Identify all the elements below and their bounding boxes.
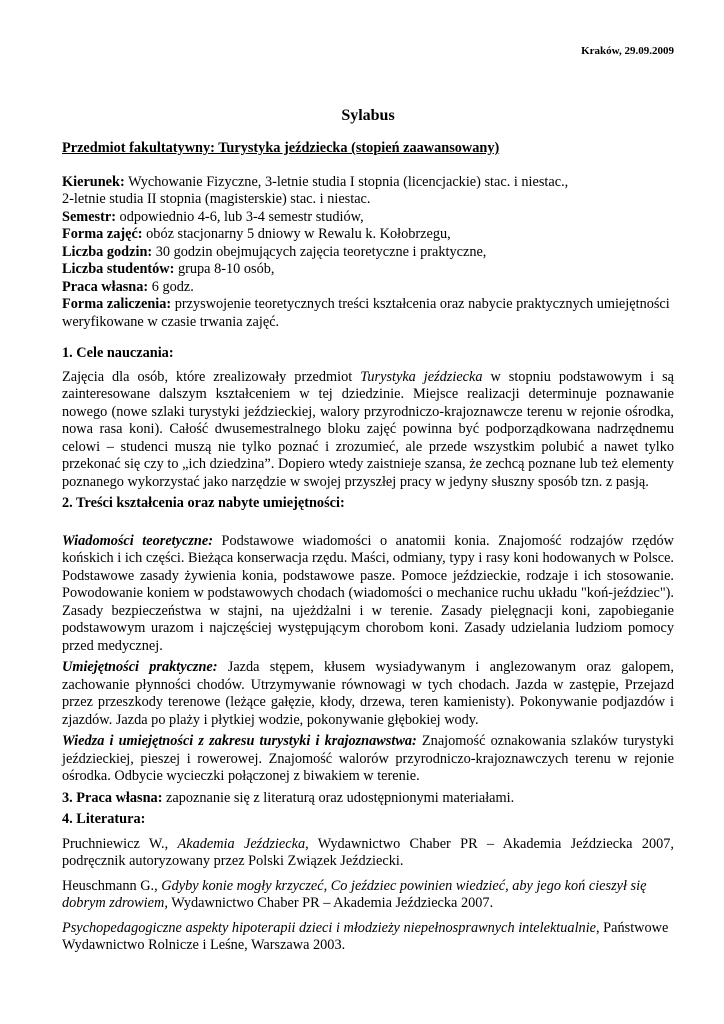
- literature-item: [62, 878, 674, 913]
- lit-author: Pruchniewicz W.,: [62, 835, 178, 852]
- section-heading-tresci: 2. Treści kształcenia oraz nabyte umiejętności:: [62, 495, 345, 511]
- info-label: Praca własna:: [62, 278, 149, 295]
- info-praca-wlasna: [62, 279, 674, 297]
- info-value: odpowiednio 4-6, lub 3-4 semestr studiów,: [115, 208, 364, 225]
- lit-rest: , Wydawnictwo Chaber PR – Akademia Jeździecka 2007, podręcznik autoryzowany przez Polski Związek Jeździecki.: [62, 835, 674, 869]
- section-praca-wlasna: [62, 790, 674, 808]
- syllabus-page: [62, 44, 674, 955]
- info-liczba-studentow: [62, 261, 674, 279]
- info-value: 6 godz.: [148, 278, 194, 295]
- section-label: 3. Praca własna:: [62, 789, 163, 806]
- lit-title: Akademia Jeździecka: [177, 835, 306, 852]
- course-subject: Przedmiot fakultatywny: Turystyka jeździecka (stopień zaawansowany): [62, 140, 500, 156]
- info-label: Forma zajęć:: [62, 226, 143, 242]
- info-label: Liczba studentów:: [62, 261, 175, 277]
- info-value: grupa 8-10 osób,: [174, 261, 275, 277]
- lit-title: Psychopedagogiczne aspekty hipoterapii dzieci i młodzieży niepełnosprawnych intelektualnie: [62, 919, 597, 936]
- paragraph-label: Umiejętności praktyczne:: [62, 659, 218, 675]
- info-forma-zaliczenia: [62, 296, 674, 331]
- section-text: zapoznanie się z literaturą oraz udostępnionymi materiałami.: [162, 789, 515, 806]
- info-value: przyswojenie teoretycznych treści kształcenia oraz nabycie praktycznych umiejętności weryfikowane w czasie trwania zajęć.: [62, 296, 670, 330]
- section-text-cele: [62, 369, 674, 492]
- course-info: [62, 174, 674, 332]
- info-label: Semestr:: [62, 208, 116, 225]
- paragraph-text: Jazda stępem, kłusem wysiadywanym i anglezowanym oraz galopem, zachowanie płynności chodów. Utrzymywanie równowagi w tych chodach. Jazda w zastępie, Przejazd przez przeszkody terenowe (leżące gałęzie, kłody, drzewa, teren kamienisty). Pokonywanie podjazdów i zjazdów. Jazda po plaży i płytkiej wodzie, pokonywanie głębokiej wody.: [62, 659, 675, 728]
- info-semestr: [62, 209, 674, 227]
- section-heading-cele: 1. Cele nauczania:: [62, 345, 174, 361]
- lit-rest: , Państwowe Wydawnictwo Rolnicze i Leśne, Warszawa 2003.: [62, 919, 669, 953]
- info-kierunek-continued: 2-letnie studia II stopnia (magisterskie) stac. i niestac.: [62, 191, 371, 207]
- document-title: Sylabus: [341, 107, 395, 124]
- lit-rest: Wydawnictwo Chaber PR – Akademia Jeździecka 2007.: [167, 895, 494, 911]
- course-name-italic: Turystyka jeździecka: [360, 368, 483, 385]
- paragraph-label: Wiedza i umiejętności z zakresu turystyki i krajoznawstwa:: [62, 733, 417, 749]
- info-forma-zajec: [62, 226, 674, 244]
- literature-item: [62, 920, 674, 955]
- paragraph-text: Znajomość oznakowania szlaków turystyki jeździeckiej, pieszej i rowerowej. Znajomość walorów przyrodniczo-krajoznawczych terenu w rejonie ośrodka. Odbycie wycieczki połączonej z biwakiem w terenie.: [62, 733, 674, 784]
- info-label: Forma zaliczenia:: [62, 296, 172, 312]
- lit-author: Heuschmann G.,: [62, 877, 162, 894]
- text-run: Zajęcia dla osób, które zrealizowały przedmiot: [62, 368, 361, 385]
- lit-title: Gdyby konie mogły krzyczeć, Co jeździec powinien wiedzieć, aby jego koń cieszył się dobrym zdrowiem,: [62, 877, 647, 911]
- info-kierunek: [62, 174, 674, 192]
- paragraph-wiadomosci: [62, 533, 674, 656]
- info-label: Liczba godzin:: [62, 243, 153, 260]
- info-liczba-godzin: [62, 244, 674, 262]
- section-heading-literatura: 4. Literatura:: [62, 811, 146, 827]
- paragraph-wiedza: [62, 733, 674, 786]
- info-value: 30 godzin obejmujących zajęcia teoretyczne i praktyczne,: [152, 243, 487, 260]
- paragraph-umiejetnosci: [62, 659, 674, 729]
- literature-item: [62, 836, 674, 871]
- paragraph-label: Wiadomości teoretyczne:: [62, 532, 213, 549]
- document-date: Kraków, 29.09.2009: [581, 45, 674, 57]
- text-run: w stopniu podstawowym i są zainteresowane dalszym kształceniem w tej dziedzinie. Miejsce realizacji determinuje poznawanie nowego (nowe szlaki turystyki jeździeckiej, walory przyrodniczo-krajoznawcze terenu w rejonie ośrodka, nowa rasa koni). Całość dwusemestralnego bloku zajęć powinna być podporządkowana nadrzędnemu celowi – studenci muszą nie tylko poznać i zrozumieć, ale przede wszystkim polubić a nawet tylko przekonać się czy to „ich dziedzina”. Dopiero wtedy zaistnieje szansa, że zechcą poznane lub też elementy poznanego wykorzystać jako narzędzie w swojej przyszłej pracy w jedyny słuszny sposób tzn. z pasją.: [62, 368, 675, 490]
- info-value: obóz stacjonarny 5 dniowy w Rewalu k. Kołobrzegu,: [142, 226, 451, 242]
- info-label: Kierunek:: [62, 173, 125, 190]
- info-value: Wychowanie Fizyczne, 3-letnie studia I stopnia (licencjackie) stac. i niestac.,: [124, 173, 569, 190]
- paragraph-text: Podstawowe wiadomości o anatomii konia. Znajomość rodzajów rzędów końskich i ich części. Bieżąca konserwacja rzędu. Maści, odmiany, typy i rasy koni hodowanych w Polsce. Podstawowe zasady żywienia konia, podstawowe pasze. Pomoce jeździeckie, rodzaje i ich stosowanie. Powodowanie koniem w podstawowych chodach (wiadomości o mechanice ruchu układu "koń-jeździec"). Zasady bezpieczeństwa w stajni, na ujeżdżalni i w terenie. Zasady pielęgnacji koni, zapobieganie podstawowym urazom i najczęściej występującym chorobom koni. Zasady udzielania ludziom pomocy przed medycznej.: [62, 532, 674, 654]
